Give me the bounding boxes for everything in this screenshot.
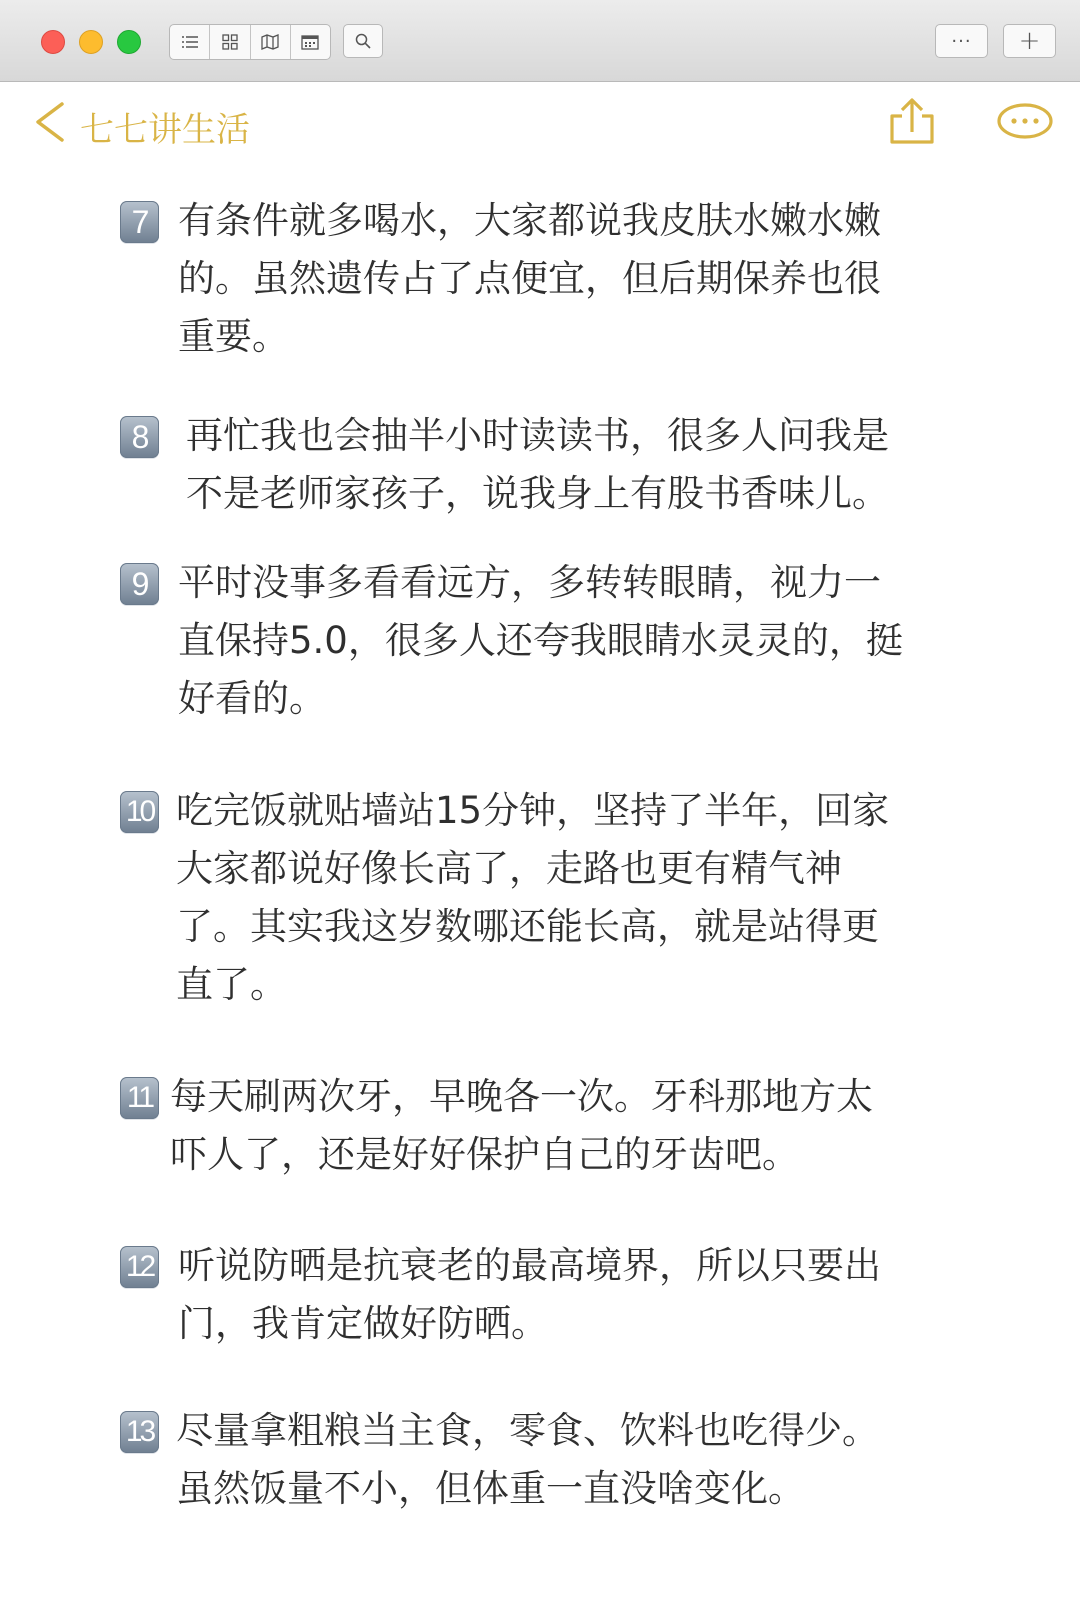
add-button[interactable]: + xyxy=(1003,24,1056,58)
nav-bar xyxy=(0,82,1080,162)
number-badge: 13 xyxy=(120,1411,159,1453)
list-view-icon[interactable] xyxy=(170,25,210,59)
number-badge: 12 xyxy=(120,1246,159,1288)
window-titlebar xyxy=(0,0,1080,82)
page-title[interactable]: 七七讲生活 xyxy=(80,110,250,150)
map-view-icon[interactable] xyxy=(251,25,291,59)
view-mode-segmented-control xyxy=(169,24,331,60)
share-icon[interactable] xyxy=(888,98,936,144)
list-item-text: 尽量拿粗粮当主食，零食、饮料也吃得少。 虽然饭量不小，但体重一直没啥变化。 xyxy=(176,1409,879,1510)
list-item-text: 平时没事多看看远方，多转转眼睛，视力一 直保持5.0，很多人还夸我眼睛水灵灵的，挺 好看的。 xyxy=(178,561,903,720)
back-chevron-icon[interactable] xyxy=(32,100,72,144)
grid-view-icon[interactable] xyxy=(210,25,250,59)
search-icon xyxy=(355,33,371,49)
list-item-text: 吃完饭就贴墙站15分钟，坚持了半年，回家 大家都说好像长高了，走路也更有精气神 了。其实我这岁数哪还能长高，就是站得更 直了。 xyxy=(176,789,890,1006)
zoom-window-button[interactable] xyxy=(117,30,141,54)
list-item-text: 再忙我也会抽半小时读读书，很多人问我是 不是老师家孩子，说我身上有股书香味儿。 xyxy=(186,414,889,515)
calendar-view-icon[interactable] xyxy=(291,25,330,59)
list-item-text: 每天刷两次牙，早晚各一次。牙科那地方太 吓人了，还是好好保护自己的牙齿吧。 xyxy=(170,1075,873,1176)
number-badge: 11 xyxy=(120,1077,159,1119)
search-button[interactable] xyxy=(343,24,383,58)
number-badge: 8 xyxy=(120,416,159,458)
list-item-text: 有条件就多喝水，大家都说我皮肤水嫩水嫩 的。虽然遗传占了点便宜，但后期保养也很 重要。 xyxy=(178,199,881,358)
toolbar-more-button[interactable]: ··· xyxy=(935,24,988,58)
number-badge: 9 xyxy=(120,563,159,605)
more-options-icon[interactable] xyxy=(997,102,1053,140)
number-badge: 10 xyxy=(120,791,159,833)
minimize-window-button[interactable] xyxy=(79,30,103,54)
close-window-button[interactable] xyxy=(41,30,65,54)
list-item-text: 听说防晒是抗衰老的最高境界，所以只要出 门，我肯定做好防晒。 xyxy=(178,1244,881,1345)
number-badge: 7 xyxy=(120,201,159,243)
